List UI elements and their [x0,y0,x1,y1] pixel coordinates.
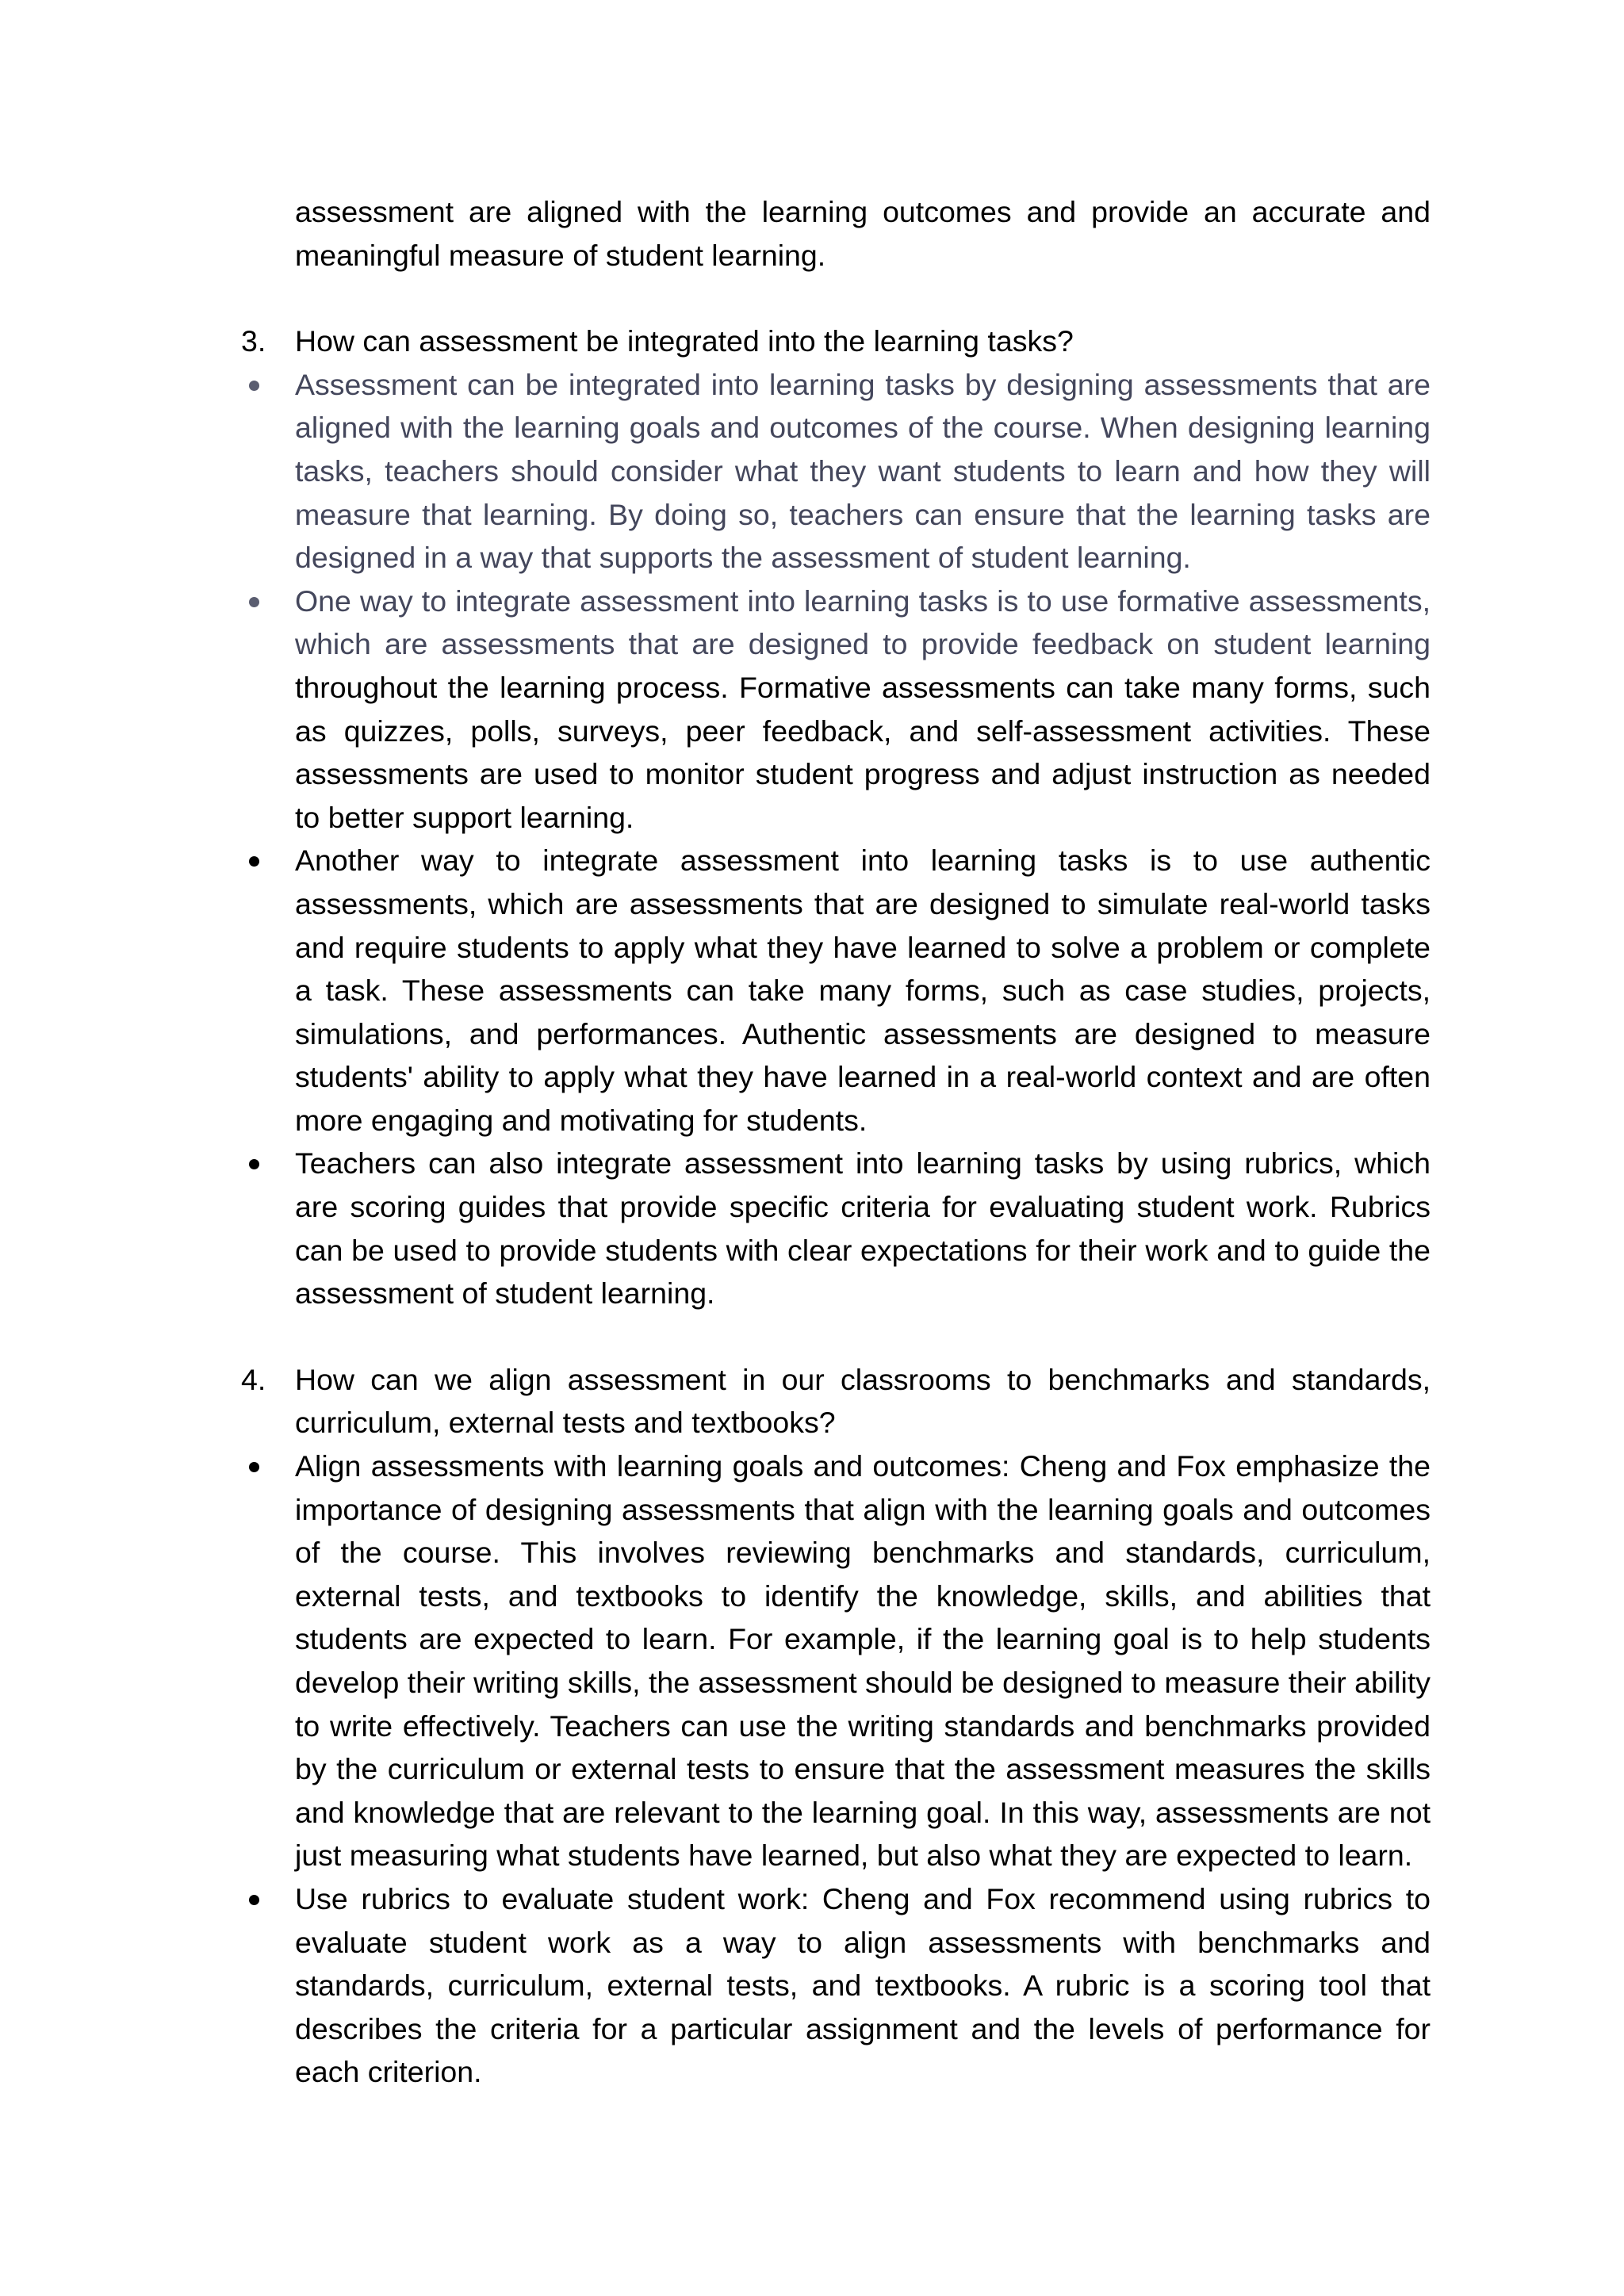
question-3-text: How can assessment be integrated into the learning tasks? [295,324,1074,358]
spacer [241,277,1431,320]
q3-bullet-1 [241,363,1431,580]
q3-bullet-2-text: One way to integrate assessment into learning tasks is to use formative assessments, which are assessments that are designed to provide feedback on student learning [295,584,1431,661]
q3-bullet-2-rest: throughout the learning process. Formative assessments can take many forms, such as quizzes, polls, surveys, peer feedback, and self-assessment activities. These assessments are used to monitor student progress and adjust instruction as needed to better support learning. [295,670,1431,834]
continuation-text: assessment are aligned with the learning outcomes and provide an accurate and meaningful measure of student learning. [295,195,1431,272]
q3-bullet-2 [241,580,1431,840]
document-body [241,190,1431,2094]
question-4-text: How can we align assessment in our classrooms to benchmarks and standards, curriculum, external tests and textbooks? [295,1362,1431,1440]
bullet-icon [249,1462,259,1472]
bullet-icon [249,381,259,391]
question-3 [241,320,1431,363]
spacer [241,1315,1431,1358]
bullet-icon [249,597,259,607]
q3-bullet-4-text: Teachers can also integrate assessment into learning tasks by using rubrics, which are scoring guides that provide specific criteria for evaluating student work. Rubrics can be used to provide students with clear expectations for their work and to guide the assessment of student learning. [295,1146,1431,1311]
bullet-icon [249,1159,259,1169]
q3-bullet-3-text: Another way to integrate assessment into learning tasks is to use authentic assessments, which are assessments that are designed to simulate real-world tasks and require students to apply what they have learned to solve a problem or complete a task. These assessments can take many forms, such as case studies, projects, simulations, and performances. Authentic assessments are designed to measure students' ability to apply what they have learned in a real-world context and are often more engaging and motivating for students. [295,844,1431,1137]
question-4 [241,1358,1431,1445]
q4-bullet-2 [241,1877,1431,2094]
bullet-icon [249,856,259,867]
question-4-number: 4. [241,1362,266,1396]
q4-bullet-1-text: Align assessments with learning goals and outcomes: Cheng and Fox emphasize the importance of designing assessments that align with the learning goals and outcomes of the course. This involves reviewing benchmarks and standards, curriculum, external tests, and textbooks to identify the knowledge, skills, and abilities that students are expected to learn. For example, if the learning goal is to help students develop their writing skills, the assessment should be designed to measure their ability to write effectively. Teachers can use the writing standards and benchmarks provided by the curriculum or external tests to ensure that the assessment measures the skills and knowledge that are relevant to the learning goal. In this way, assessments are not just measuring what students have learned, but also what they are expected to learn. [295,1449,1431,1873]
question-3-number: 3. [241,324,266,358]
q3-bullet-3 [241,839,1431,1142]
q4-bullet-2-text: Use rubrics to evaluate student work: Cheng and Fox recommend using rubrics to evaluate student work as a way to align assessments with benchmarks and standards, curriculum, external tests, and textbooks. A rubric is a scoring tool that describes the criteria for a particular assignment and the levels of performance for each criterion. [295,1881,1431,2089]
continuation-paragraph [241,190,1431,277]
q3-bullet-1-text: Assessment can be integrated into learning tasks by designing assessments that are aligned with the learning goals and outcomes of the course. When designing learning tasks, teachers should consider what they want students to learn and how they will measure that learning. By doing so, teachers can ensure that the learning tasks are designed in a way that supports the assessment of student learning. [295,367,1431,575]
bullet-icon [249,1895,259,1905]
q4-bullet-1 [241,1445,1431,1877]
q3-bullet-4 [241,1142,1431,1314]
